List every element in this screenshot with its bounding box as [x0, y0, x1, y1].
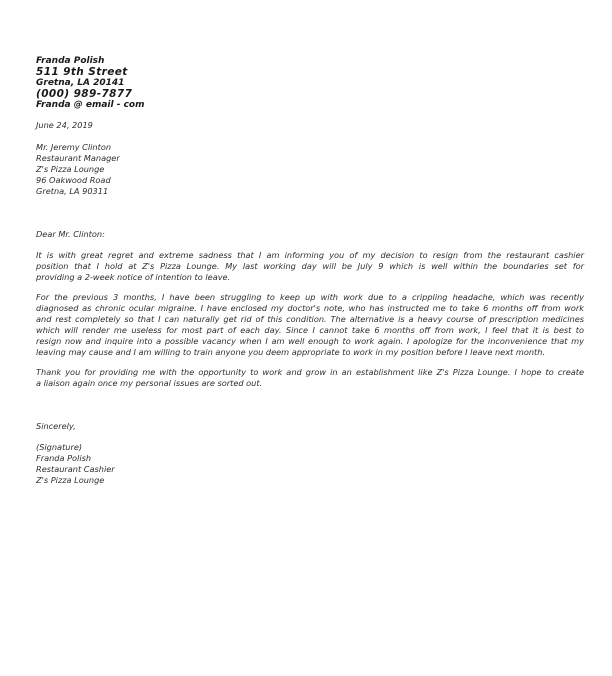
sender-phone: (000) 989-7877: [36, 88, 133, 100]
signature-company: Z's Pizza Lounge: [36, 475, 105, 485]
paragraph-line: which will render me useless for most part of each day. Since I cannot take 6 months off from work, I feel that it is best to: [36, 325, 584, 335]
recipient-city: Gretna, LA 90311: [36, 186, 109, 196]
recipient-company: Z's Pizza Lounge: [36, 164, 105, 174]
signature-name: Franda Polish: [36, 453, 92, 463]
salutation: Dear Mr. Clinton:: [36, 229, 105, 239]
paragraph-line: resign now and inquire into a possible vacancy when I am well enough to work again. I apologize for the inconvenience that my: [36, 336, 584, 346]
sender-block: [36, 56, 144, 111]
paragraph-line: a liaison again once my personal issues are sorted out.: [36, 378, 263, 388]
paragraph-3: [36, 367, 584, 389]
paragraph-line: It is with great regret and extreme sadness that I am informing you of my decision to resign from the restaurant cashier: [36, 250, 584, 260]
paragraph-line: diagnosed as chronic ocular migraine. I have enclosed my doctor's note, who has instructed me to take 6 months off from work: [36, 303, 584, 313]
sender-name: Franda Polish: [36, 56, 105, 66]
signature-block: [36, 442, 115, 486]
closing: Sincerely,: [36, 421, 76, 431]
paragraph-line: position that I hold at Z's Pizza Lounge. My last working day will be July 9 which is well within the boundaries set for: [36, 261, 584, 271]
recipient-title: Restaurant Manager: [36, 153, 120, 163]
recipient-block: [36, 142, 120, 197]
signature-placeholder: (Signature): [36, 442, 83, 452]
recipient-name: Mr. Jeremy Clinton: [36, 142, 112, 152]
sender-city: Gretna, LA 20141: [36, 78, 125, 88]
paragraph-line: leaving may cause and I am willing to train anyone you deem appropriate to work in my position before I leave next month.: [36, 347, 546, 357]
paragraph-1: [36, 250, 584, 283]
paragraph-2: [36, 292, 584, 358]
paragraph-line: For the previous 3 months, I have been struggling to keep up with work due to a crippling headache, which was recently: [36, 292, 584, 302]
paragraph-line: Thank you for providing me with the opportunity to work and grow in an establishment like Z's Pizza Lounge. I hope to create: [36, 367, 584, 377]
sender-street: 511 9th Street: [36, 66, 128, 78]
paragraph-line: providing a 2-week notice of intention to leave.: [36, 272, 231, 282]
sender-email: Franda @ email - com: [36, 100, 145, 110]
signature-title: Restaurant Cashier: [36, 464, 115, 474]
recipient-street: 96 Oakwood Road: [36, 175, 111, 185]
letter-date: June 24, 2019: [36, 120, 93, 130]
paragraph-line: and rest completely so that I can naturally get rid of this condition. The alternative is a heavy course of prescription medicines: [36, 314, 584, 324]
